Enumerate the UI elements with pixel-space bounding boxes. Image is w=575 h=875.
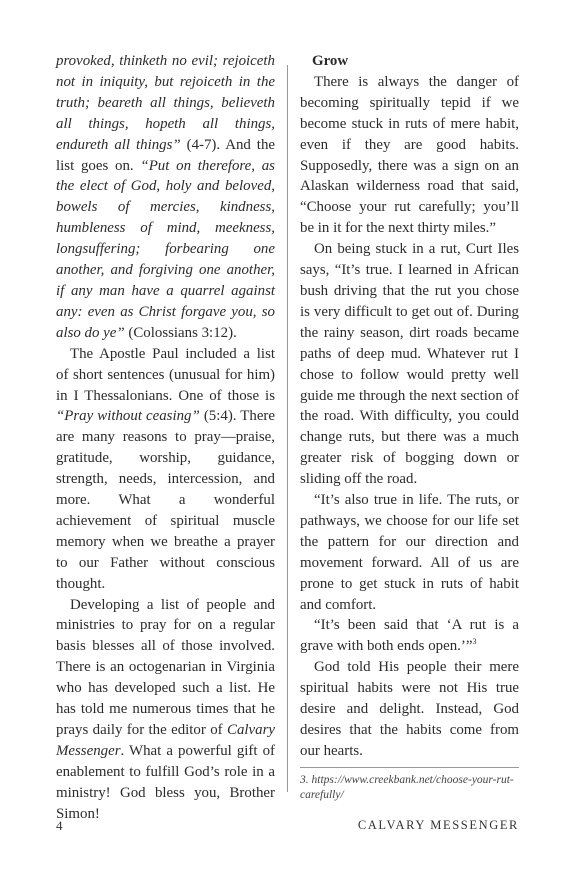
footnote-divider — [300, 767, 519, 768]
paragraph-life-ruts: “It’s also true in life. The ruts, or pathways, we choose for our life set the pattern for our direction and movement forward. All of us are prone to get stuck in ruts of habit and comfort. — [300, 492, 519, 613]
footnote-reference[interactable]: 3 — [472, 637, 477, 647]
body-text: (5:4). There are many reasons to pray—praise, gratitude, worship, guidance, strength, needs, intercession, and more. What a wonderful achievement of spiritual muscle memory when we breathe a prayer to our Father without conscious thought. — [56, 408, 275, 592]
paragraph-grave-quote — [300, 615, 519, 657]
body-text: . What a powerful gift of enablement to fulfill God’s role in a ministry! God bless you, Brother Simon! — [56, 742, 275, 822]
paragraph-love-passage — [56, 51, 275, 344]
publication-name: Calvary Messenger — [56, 722, 275, 759]
scripture-quote: “Put on therefore, as the elect of God, holy and beloved, bowels of mercies, kindness, humbleness of mind, meekness, longsuffering; forbearing one another, and forgiving one another, if any man have a quarrel against any: even as Christ forgave you, so also do ye” — [56, 157, 275, 341]
body-text: The Apostle Paul included a list of short sentences (unusual for him) in I Thessalonians. One of those is — [56, 345, 275, 404]
section-heading: Grow — [312, 53, 349, 69]
running-footer-title: CALVARY MESSENGER — [357, 818, 519, 832]
scripture-quote: provoked, thinketh no evil; rejoiceth not in iniquity, but rejoiceth in the truth; beareth all things, believeth all things, hopeth all things, endureth all things” — [56, 53, 275, 153]
scripture-quote: “Pray without ceasing” — [56, 408, 200, 425]
column-divider — [287, 65, 288, 792]
footnote: 3. https://www.creekbank.net/choose-your-rut-carefully/ — [300, 774, 514, 801]
body-text: (Colossians 3:12). — [124, 324, 237, 341]
paragraph-god-told: God told His people their mere spiritual habits were not His true desire and delight. Instead, God desires that the habits come from our hearts. — [300, 659, 519, 759]
paragraph-ruts: There is always the danger of becoming spiritually tepid if we become stuck in ruts of mere habit, even if they are good habits. Supposedly, there was a sign on an Alaskan wilderness road that said, “Choose your rut carefully; you’ll be in it for the next thirty miles.” — [300, 73, 519, 237]
paragraph-curt-iles: On being stuck in a rut, Curt Iles says, “It’s true. I learned in African bush driving that the rut you chose is very difficult to get out of. During the rainy season, dirt roads became paths of deep mud. Whatever rut I chose to follow would pretty well guide me through the next section of the road. With difficulty, you could change ruts, but there was a much greater risk of bogging down or sliding off the road. — [300, 241, 519, 488]
paragraph-apostle-paul — [56, 344, 275, 595]
page-number: 4 — [56, 818, 63, 833]
body-text: Developing a list of people and ministries to pray for on a regular basis blesses all of those involved. There is an octogenarian in Virginia who has developed such a list. He has told me numerous times that he prays daily for the editor of — [56, 596, 275, 738]
body-text: (4-7). And the list goes on. — [56, 136, 275, 174]
left-column — [56, 51, 275, 825]
right-column — [300, 51, 519, 762]
paragraph-prayer-list — [56, 595, 275, 825]
body-text: “It’s been said that ‘A rut is a grave with both ends open.’” — [300, 617, 519, 655]
